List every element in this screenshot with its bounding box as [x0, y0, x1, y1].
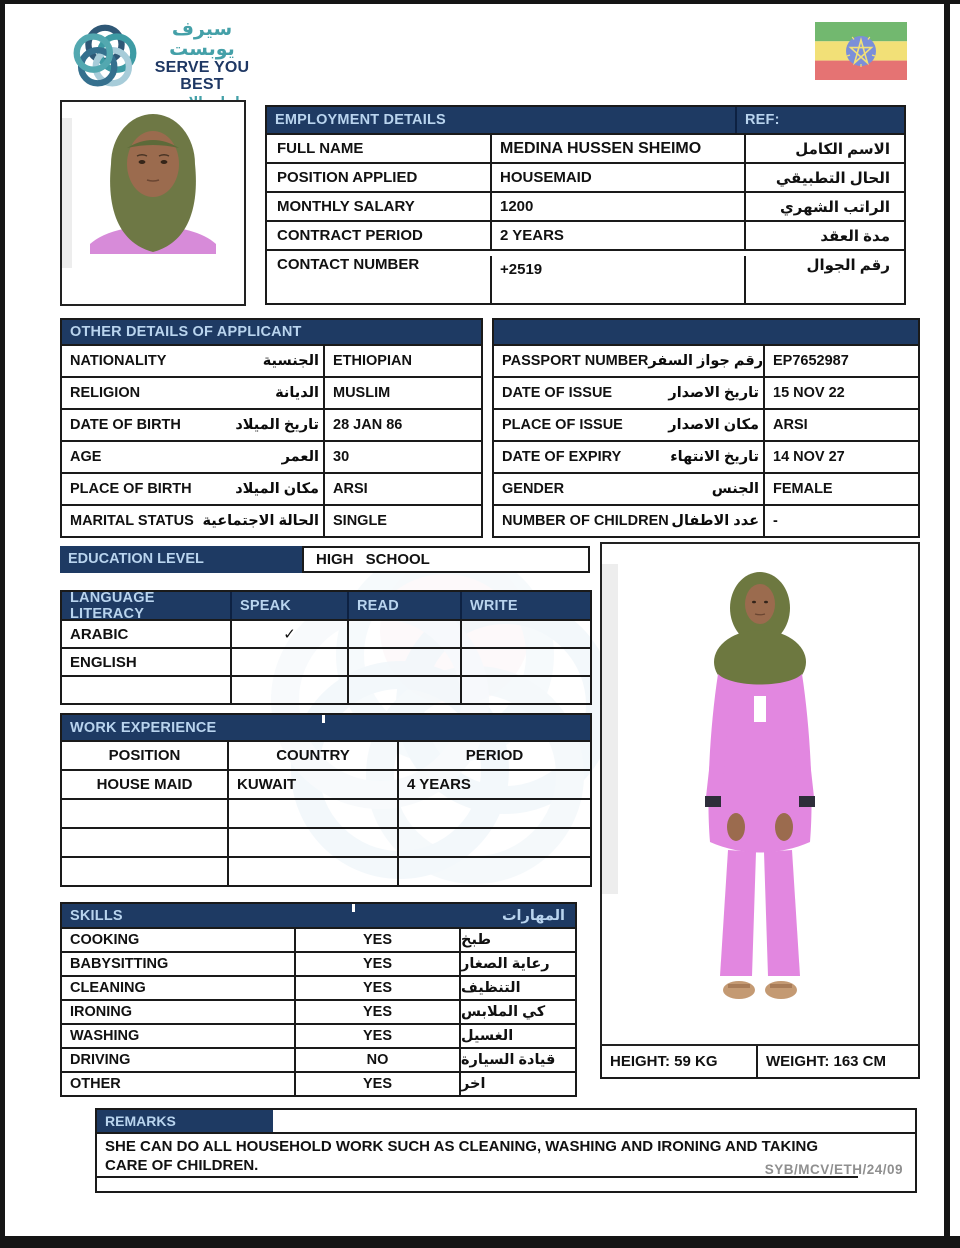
field-label: AGE [70, 449, 102, 465]
remarks-title: REMARKS [97, 1110, 273, 1132]
language-name: ENGLISH [70, 653, 137, 671]
logo-name: SERVE YOU BEST [154, 58, 250, 93]
table-row [62, 647, 590, 675]
work-experience-title-text: WORK EXPERIENCE [70, 719, 217, 736]
field-label: PASSPORT NUMBER [502, 353, 649, 369]
field-value: FEMALE [773, 481, 833, 497]
table-row [62, 1023, 575, 1047]
field-label: NATIONALITY [70, 353, 167, 369]
field-label: PLACE OF BIRTH [70, 481, 192, 497]
write-cell [460, 649, 590, 675]
education-level-label: EDUCATION LEVEL [60, 546, 302, 573]
field-value: SINGLE [333, 513, 387, 529]
field-label: FULL NAME [277, 140, 364, 157]
field-label-arabic: العمر [281, 449, 319, 465]
field-label: DATE OF BIRTH [70, 417, 181, 433]
skill-name: DRIVING [70, 1052, 131, 1068]
field-label: MARITAL STATUS [70, 513, 194, 529]
education-level-value: HIGH SCHOOL [302, 546, 590, 573]
language-literacy-table [60, 590, 592, 705]
skills-table [60, 902, 577, 1097]
field-label: CONTRACT PERIOD [277, 227, 423, 244]
position-cell [62, 800, 227, 827]
country-cell: KUWAIT [227, 771, 397, 798]
skill-name-arabic: التنظيف [459, 977, 575, 999]
skill-answer: YES [294, 977, 459, 999]
field-value: 1200 [490, 193, 746, 220]
field-value: MUSLIM [333, 385, 391, 401]
language-name: ARABIC [70, 625, 129, 643]
other-details-left-table [60, 318, 483, 538]
table-row [267, 162, 904, 191]
field-value: ARSI [773, 417, 808, 433]
skill-name: BABYSITTING [70, 956, 169, 972]
skill-name-arabic: طبخ [459, 929, 575, 951]
employment-details-title: EMPLOYMENT DETAILS [275, 112, 446, 128]
field-value: - [773, 513, 778, 529]
period-cell [397, 858, 590, 885]
applicant-fullbody-photo [600, 542, 920, 1046]
table-row [62, 769, 590, 798]
write-cell [460, 677, 590, 703]
table-row [62, 999, 575, 1023]
skill-answer: NO [294, 1049, 459, 1071]
field-value: ETHIOPIAN [333, 353, 412, 369]
field-value: EP7652987 [773, 353, 849, 369]
country-cell [227, 829, 397, 856]
field-label: RELIGION [70, 385, 141, 401]
table-row [62, 975, 575, 999]
read-cell [347, 621, 460, 647]
table-row [494, 504, 918, 536]
remarks-header-row [97, 1110, 915, 1134]
position-cell [62, 858, 227, 885]
table-row [494, 408, 918, 440]
field-value: HOUSEMAID [490, 164, 746, 191]
header-divider [322, 715, 325, 723]
read-cell [347, 677, 460, 703]
column-header: READ [347, 592, 460, 619]
skill-answer: YES [294, 929, 459, 951]
frame-bottom [0, 1236, 960, 1248]
field-label: PLACE OF ISSUE [502, 417, 623, 433]
skill-name: WASHING [70, 1028, 140, 1044]
column-header: POSITION [108, 747, 181, 764]
position-cell: HOUSE MAID [96, 776, 193, 793]
skills-title-arabic: المهارات [501, 907, 565, 924]
speak-cell [230, 677, 347, 703]
write-cell [460, 621, 590, 647]
field-label-arabic: تاريخ الانتهاء [670, 449, 759, 465]
table-row [62, 440, 481, 472]
table-row [267, 249, 904, 303]
column-header: PERIOD [397, 742, 590, 769]
other-details-right-header [494, 320, 918, 344]
speak-cell [230, 649, 347, 675]
table-row [62, 856, 590, 885]
column-header: SPEAK [230, 592, 347, 619]
frame-right [944, 0, 950, 1248]
field-label-arabic: الحالة الاجتماعية [202, 513, 319, 529]
field-value: 28 JAN 86 [333, 417, 403, 433]
field-label: NUMBER OF CHILDREN [502, 513, 669, 529]
reference-code: SYB/MCV/ETH/24/09 [764, 1162, 903, 1177]
ref-label: REF: [735, 107, 904, 133]
field-label-arabic: الراتب الشهري [780, 198, 890, 216]
remarks-text: SHE CAN DO ALL HOUSEHOLD WORK SUCH AS CLEANING, WASHING AND IRONING AND TAKING CARE OF CHILDREN. [97, 1134, 858, 1178]
table-row [62, 827, 590, 856]
field-label-arabic: الجنس [711, 481, 759, 497]
field-value: 2 YEARS [490, 222, 746, 249]
column-header: WRITE [460, 592, 590, 619]
period-cell [397, 800, 590, 827]
skills-header [62, 904, 575, 927]
field-label-arabic: الديانة [275, 385, 319, 401]
field-label: GENDER [502, 481, 565, 497]
field-label-arabic: الجنسية [262, 353, 319, 369]
other-details-right-table [492, 318, 920, 538]
position-cell [62, 829, 227, 856]
field-label-arabic: رقم جواز السفر [648, 353, 764, 369]
table-row [62, 1047, 575, 1071]
table-row [267, 220, 904, 249]
employment-details-header [267, 107, 904, 133]
field-value: 30 [333, 449, 350, 465]
table-row [62, 504, 481, 536]
portrait-illustration [62, 102, 244, 304]
speak-checkmark: ✓ [230, 621, 347, 647]
table-row [267, 191, 904, 220]
field-value: 14 NOV 27 [773, 449, 845, 465]
skill-name-arabic: رعاية الصغار [459, 953, 575, 975]
skill-answer: YES [294, 953, 459, 975]
field-value: +2519 [490, 256, 746, 303]
frame-left [0, 0, 5, 1248]
period-cell [397, 829, 590, 856]
remarks-section [95, 1108, 917, 1193]
employment-details-table [265, 105, 906, 305]
column-header: LANGUAGE LITERACY [70, 589, 155, 622]
header-divider [352, 904, 355, 912]
table-row [494, 472, 918, 504]
skill-name-arabic: كي الملابس [459, 1001, 575, 1023]
weight-label: WEIGHT: 163 CM [766, 1053, 887, 1070]
field-label: CONTACT NUMBER [277, 256, 420, 273]
skill-name-arabic: الغسيل [459, 1025, 575, 1047]
skill-answer: YES [294, 1025, 459, 1047]
serve-you-best-logo-icon [66, 18, 144, 96]
table-row [62, 619, 590, 647]
field-label-arabic: عدد الاطفال [671, 513, 759, 529]
table-row [62, 951, 575, 975]
skill-name: CLEANING [70, 980, 146, 996]
skill-name: IRONING [70, 1004, 133, 1020]
height-weight-row [600, 1046, 920, 1079]
skill-name-arabic: اخر [459, 1073, 575, 1095]
field-label-arabic: مكان الميلاد [235, 481, 319, 497]
table-row [494, 376, 918, 408]
field-label: POSITION APPLIED [277, 169, 418, 186]
table-row [62, 798, 590, 827]
country-cell [227, 800, 397, 827]
read-cell [347, 649, 460, 675]
table-row [62, 927, 575, 951]
ethiopia-flag-icon [815, 22, 907, 80]
work-experience-title [62, 715, 590, 740]
field-label-arabic: الحال التطبيقي [775, 169, 890, 187]
field-label-arabic: مدة العقد [820, 227, 890, 245]
table-row [62, 472, 481, 504]
skill-answer: YES [294, 1001, 459, 1023]
height-label: HEIGHT: 59 KG [602, 1046, 758, 1077]
field-value: 15 NOV 22 [773, 385, 845, 401]
skill-answer: YES [294, 1073, 459, 1095]
field-label: DATE OF ISSUE [502, 385, 613, 401]
fullbody-illustration [602, 544, 918, 1044]
field-label: MONTHLY SALARY [277, 198, 415, 215]
period-cell: 4 YEARS [397, 771, 590, 798]
work-experience-table [60, 713, 592, 887]
skill-name: COOKING [70, 932, 140, 948]
field-label-arabic: مكان الاصدار [668, 417, 759, 433]
table-row [267, 133, 904, 162]
field-label-arabic: تاريخ الميلاد [235, 417, 319, 433]
table-row [62, 408, 481, 440]
logo-arabic-name: سيرف يوبست [169, 19, 235, 60]
frame-top [0, 0, 960, 4]
table-row [62, 675, 590, 703]
table-row [62, 376, 481, 408]
country-cell [227, 858, 397, 885]
applicant-portrait-photo [60, 100, 246, 306]
table-row [62, 1071, 575, 1095]
language-literacy-header [62, 589, 590, 622]
table-row [494, 344, 918, 376]
field-label-arabic: الاسم الكامل [795, 140, 890, 158]
field-label-arabic: تاريخ الاصدار [668, 385, 759, 401]
field-label: DATE OF EXPIRY [502, 449, 622, 465]
field-value: ARSI [333, 481, 368, 497]
skill-name-arabic: قيادة السيارة [459, 1049, 575, 1071]
field-label-arabic: رقم الجوال [806, 257, 890, 274]
table-row [494, 440, 918, 472]
field-value: MEDINA HUSSEN SHEIMO [490, 135, 746, 162]
skill-name: OTHER [70, 1076, 121, 1092]
skills-title: SKILLS [70, 907, 123, 924]
other-details-title: OTHER DETAILS OF APPLICANT [62, 320, 481, 344]
column-header: COUNTRY [227, 742, 397, 769]
table-row [62, 344, 481, 376]
table-header-row [62, 740, 590, 769]
